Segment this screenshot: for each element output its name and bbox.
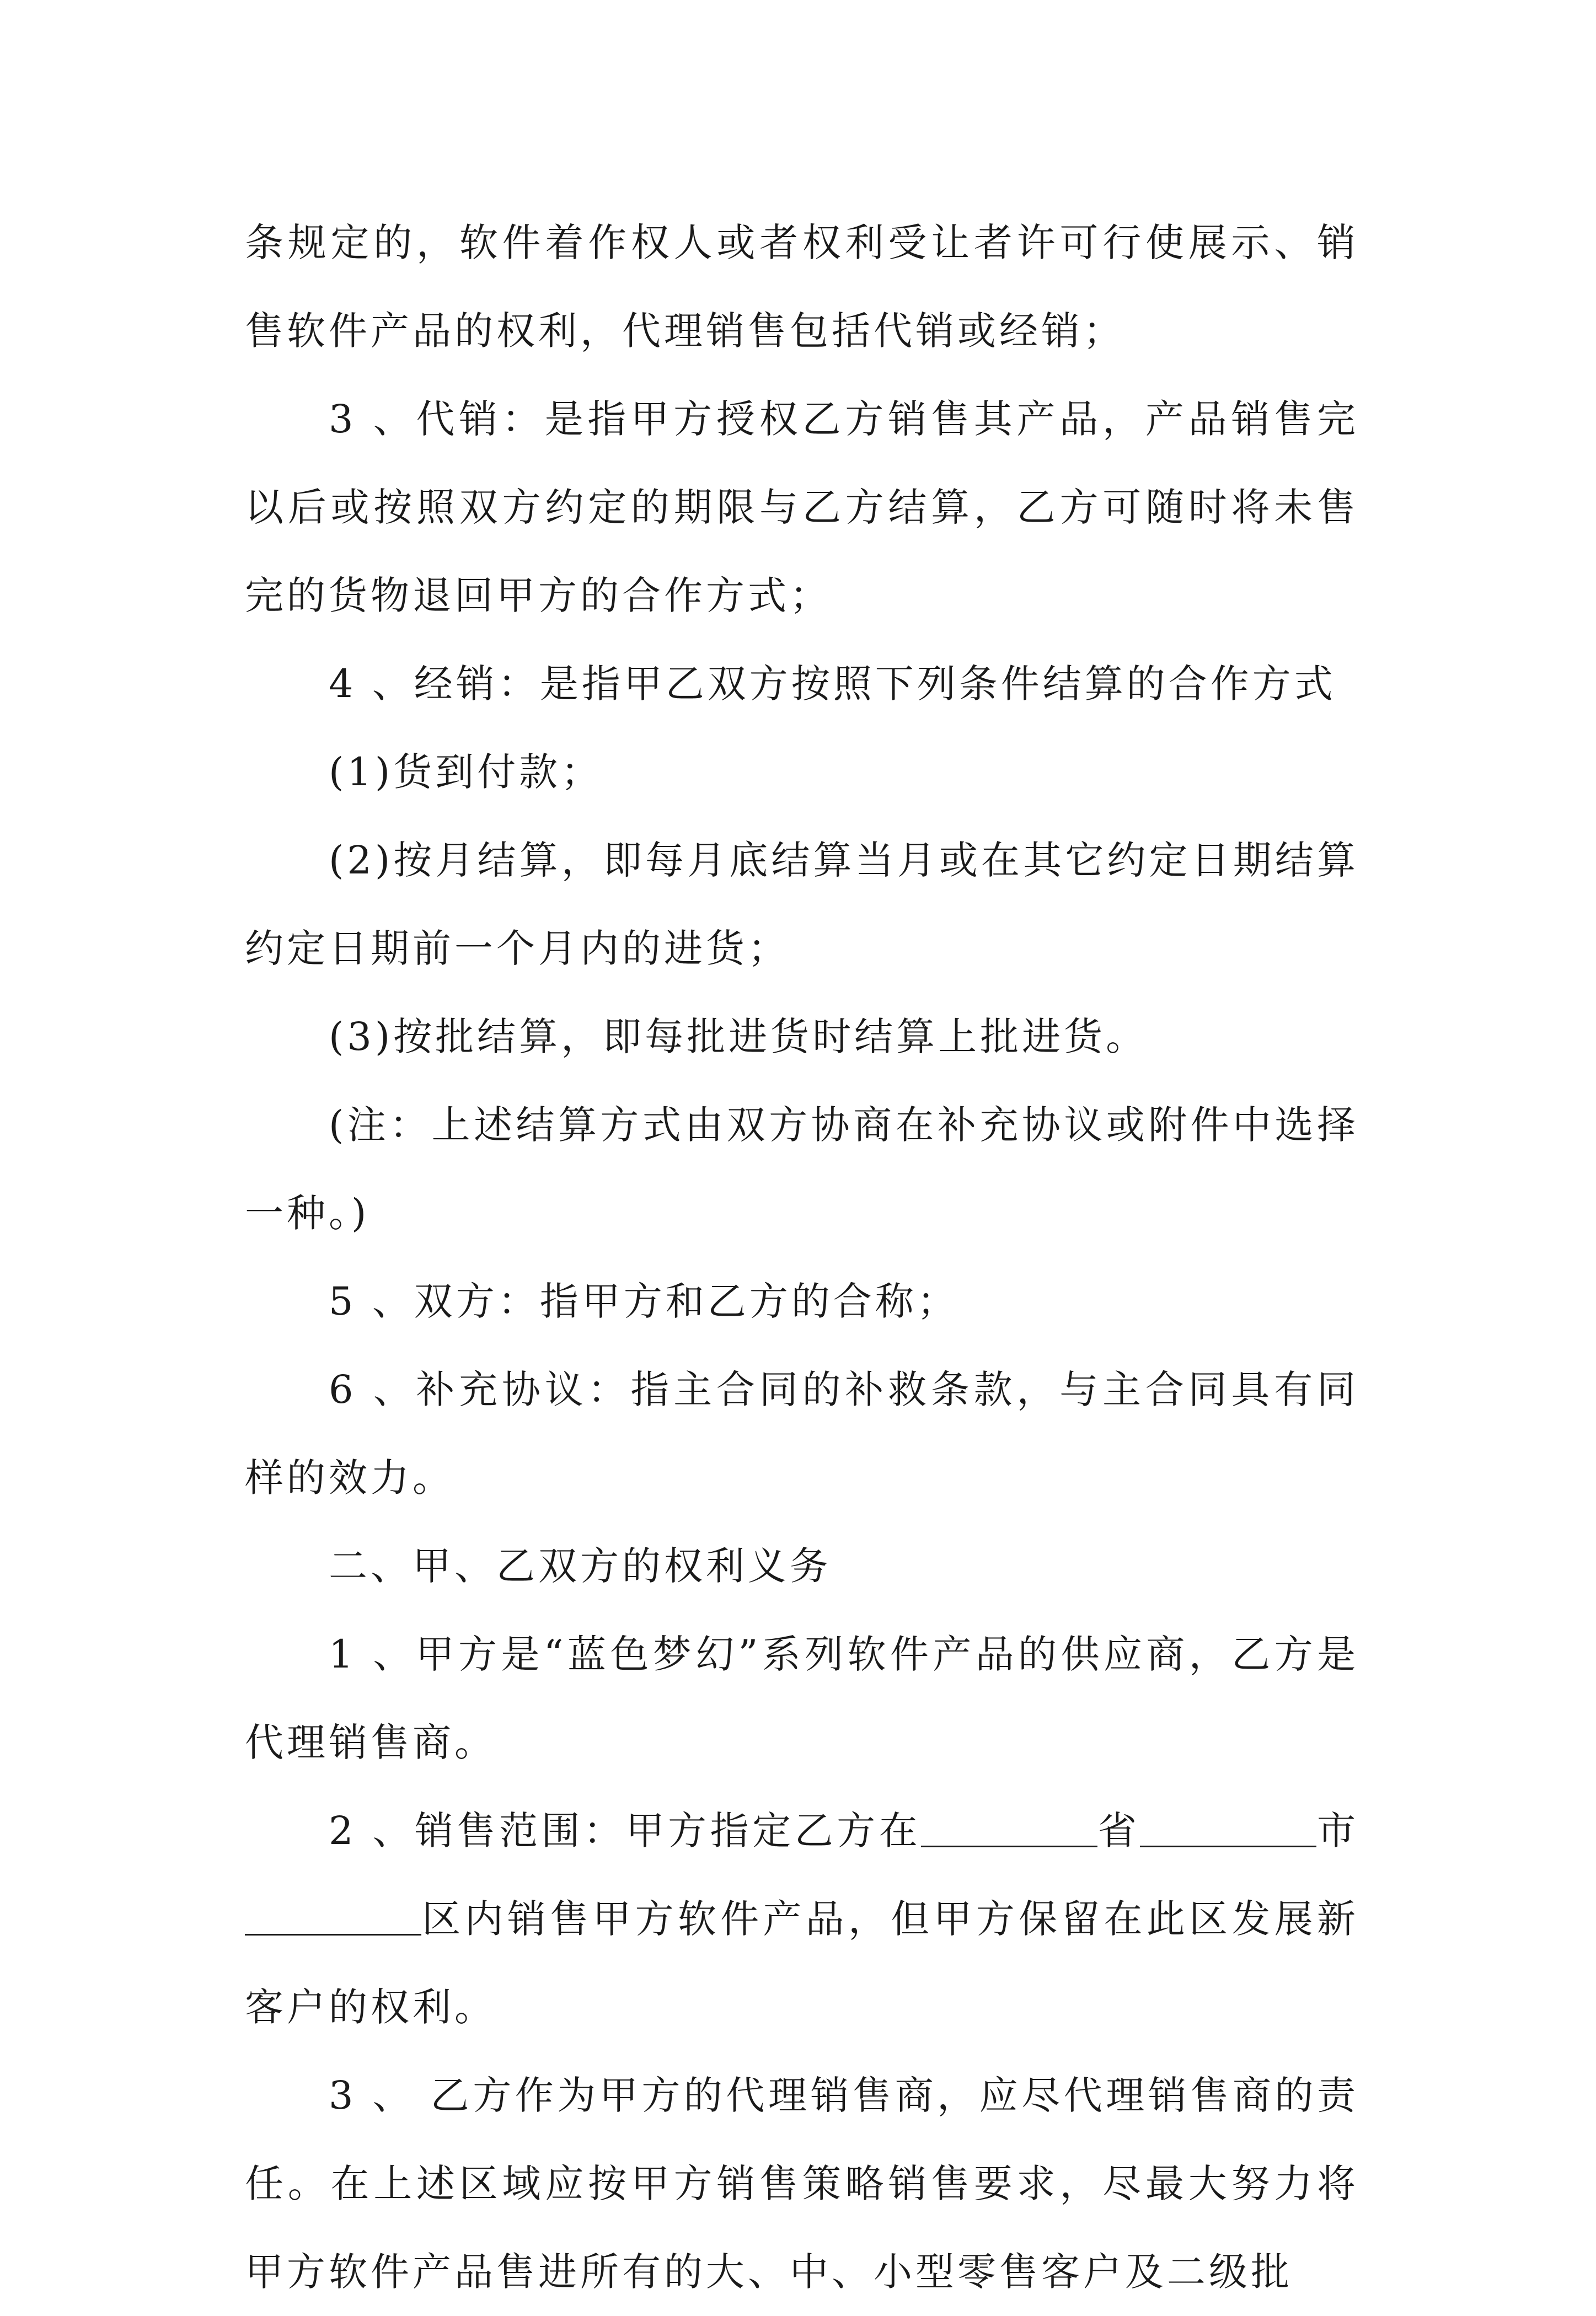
- settlement-note: (注：上述结算方式由双方协商在补充协议或附件中选择一种。): [245, 1102, 1359, 1236]
- settlement-option-2: (2)按月结算，即每月底结算当月或在其它约定日期结算约定日期前一个月内的进货；: [245, 838, 1359, 971]
- sales-area-lead: 2 、销售范围：甲方指定乙方在: [329, 1808, 922, 1853]
- paragraph-supplier: 1 、甲方是“蓝色梦幻”系列软件产品的供应商，乙方是代理销售商。: [245, 1632, 1359, 1765]
- paragraph-distribution: 4 、经销：是指甲乙双方按照下列条件结算的合作方式: [329, 661, 1336, 706]
- sales-area-city: 市: [1316, 1808, 1359, 1853]
- body-text: [245, 199, 1359, 2316]
- sales-area-tail: 区内销售甲方软件产品，但甲方保留在此区发展新客户的权利。: [245, 1896, 1359, 2030]
- paragraph-definition-continued: 条规定的，软件着作权人或者权利受让者许可行使展示、销售软件产品的权利，代理销售包括代销或经销；: [245, 220, 1359, 353]
- settlement-option-3: (3)按批结算，即每批进货时结算上批进货。: [329, 1014, 1148, 1059]
- paragraph-sales-area: [245, 1787, 1359, 2051]
- sales-area-province: 省: [1097, 1808, 1140, 1853]
- paragraph-consignment: 3 、代销：是指甲方授权乙方销售其产品，产品销售完以后或按照双方约定的期限与乙方结算，乙方可随时将未售完的货物退回甲方的合作方式；: [245, 396, 1359, 618]
- city-blank: [1140, 1807, 1316, 1847]
- paragraph-supplementary-agreement: 6 、补充协议：指主合同的补救条款，与主合同具有同样的效力。: [245, 1367, 1359, 1500]
- settlement-option-1: (1)货到付款；: [329, 749, 603, 795]
- district-blank: [245, 1895, 421, 1936]
- province-blank: [921, 1807, 1097, 1847]
- paragraph-both-parties: 5 、双方：指甲方和乙方的合称；: [329, 1279, 959, 1324]
- paragraph-agent-duties: 3 、 乙方作为甲方的代理销售商，应尽代理销售商的责任。在上述区域应按甲方销售策略销售要求，尽最大努力将甲方软件产品售进所有的大、中、小型零售客户及二级批: [245, 2073, 1359, 2294]
- section-heading-rights-obligations: 二、甲、乙双方的权利义务: [329, 1543, 832, 1589]
